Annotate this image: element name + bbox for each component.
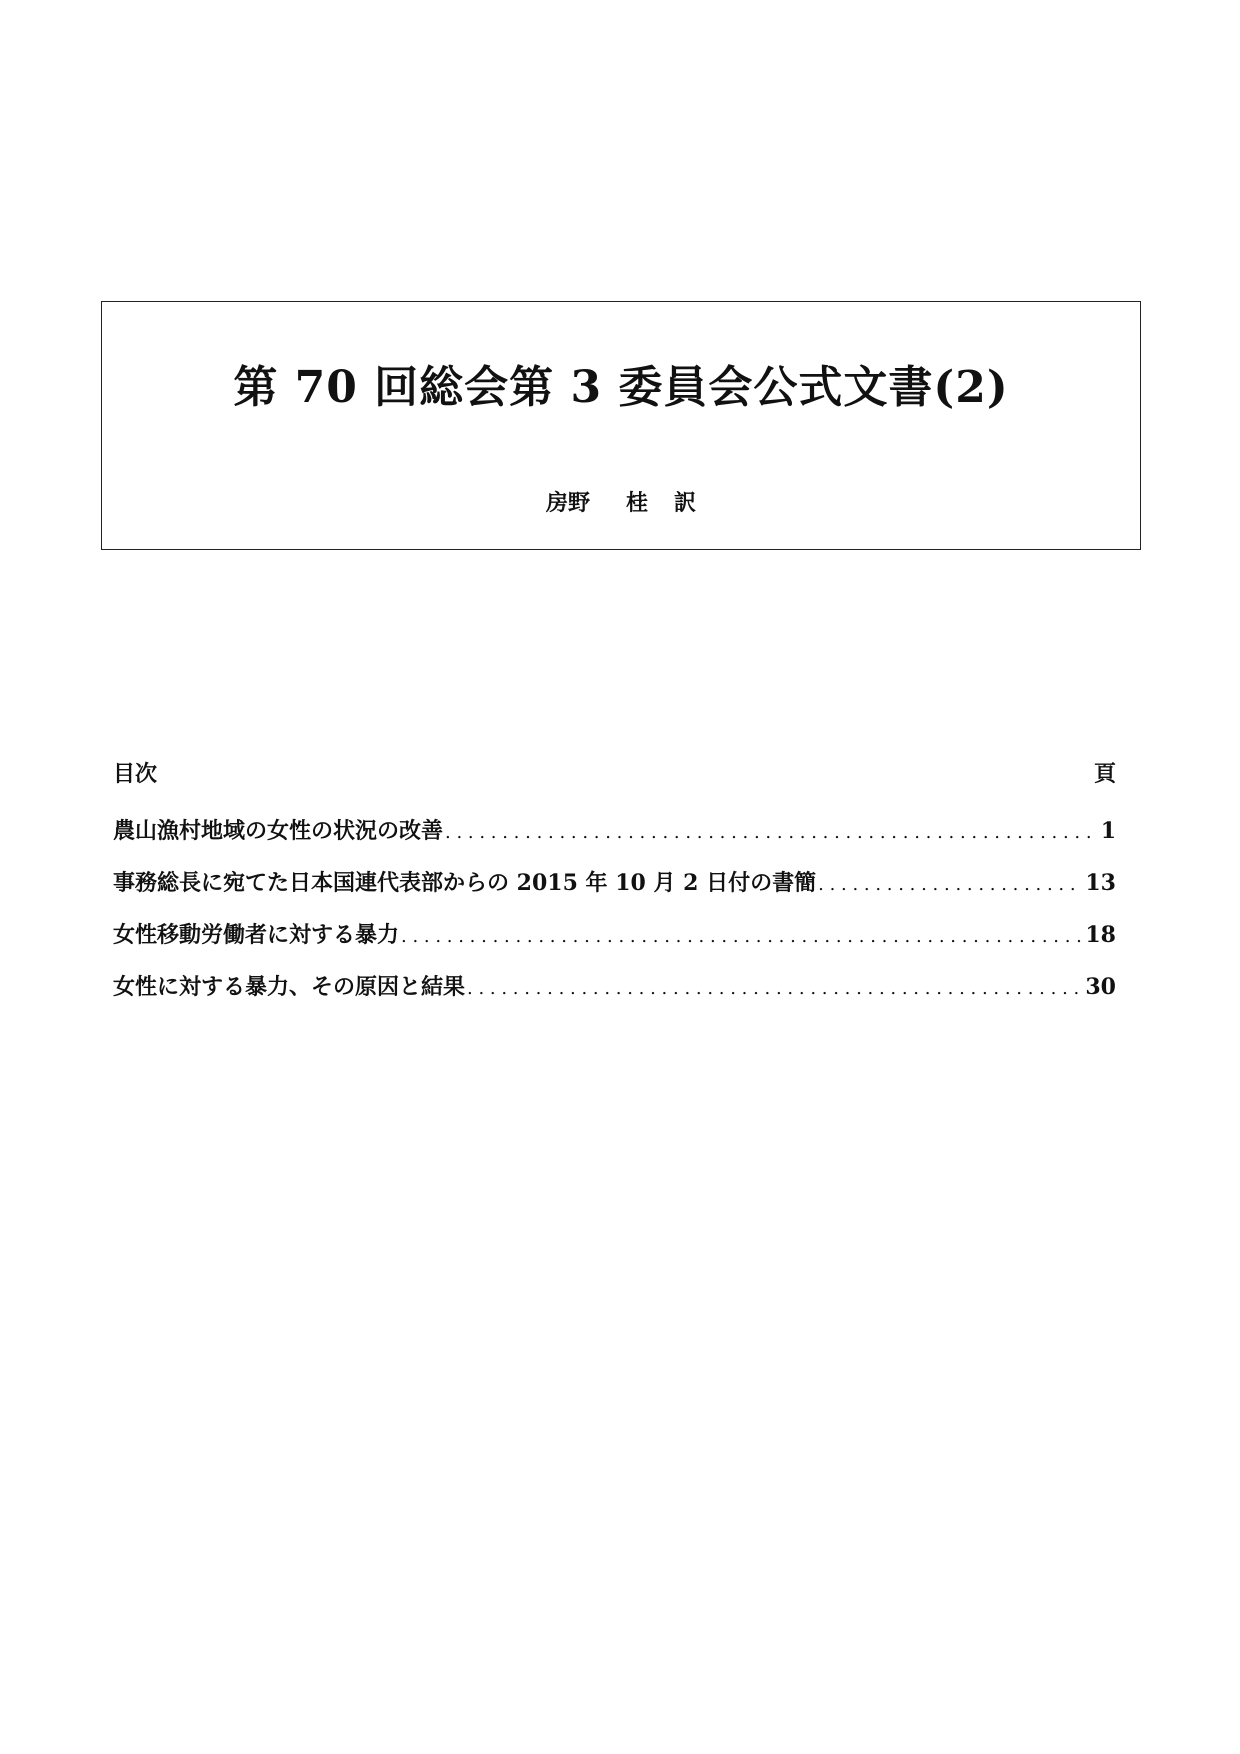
toc-header [113,752,1116,792]
toc-entry[interactable] [113,814,1116,866]
table-of-contents [113,752,1116,1022]
toc-entry[interactable] [113,918,1116,970]
translator-family-name: 房野 [545,490,590,516]
translator-role: 訳 [674,490,697,516]
dot-leader [467,975,1083,1000]
toc-entry-page: 13 [1085,870,1116,896]
toc-entry-page: 1 [1100,818,1116,844]
toc-entry-page: 18 [1085,922,1116,948]
toc-entry[interactable] [113,970,1116,1022]
dot-leader [818,871,1083,896]
dot-leader [401,923,1083,948]
toc-list [113,814,1116,1022]
toc-entry-title: 女性移動労働者に対する暴力 [113,922,400,948]
toc-entry-title: 農山漁村地域の女性の状況の改善 [113,818,444,844]
toc-heading: 目次 [113,760,158,787]
toc-entry[interactable] [113,866,1116,918]
title-box [101,301,1141,550]
translator-given-name: 桂 [625,490,648,516]
toc-entry-page: 30 [1085,974,1116,1000]
document-title: 第 70 回総会第 3 委員会公式文書(2) [233,362,1009,413]
dot-leader [445,819,1099,844]
toc-page-heading: 頁 [1093,760,1116,787]
translator-credit [102,492,1140,514]
toc-entry-title: 事務総長に宛てた日本国連代表部からの 2015 年 10 月 2 日付の書簡 [113,870,817,896]
toc-entry-title: 女性に対する暴力、その原因と結果 [113,974,466,1000]
